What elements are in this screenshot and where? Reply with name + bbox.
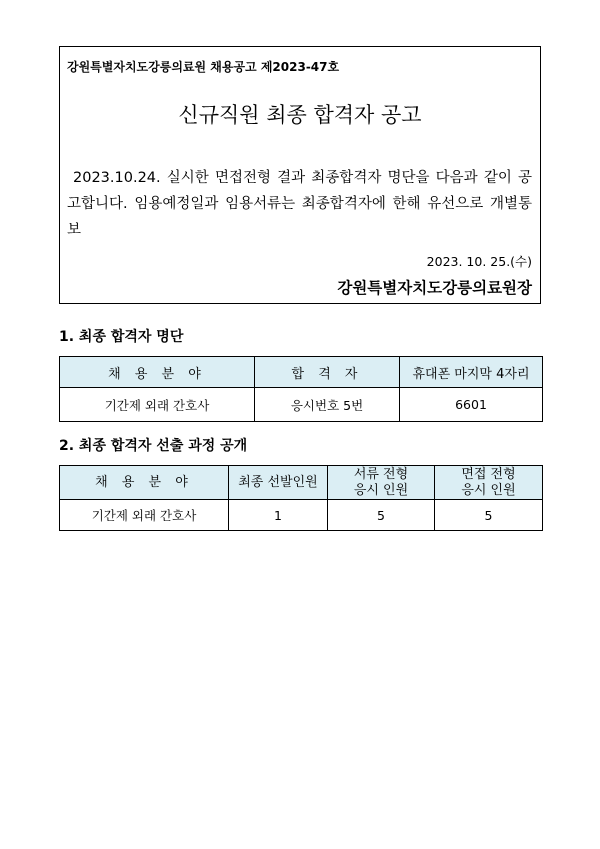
cell-field: 기간제 외래 간호사 [60, 388, 255, 422]
table-row [60, 500, 543, 531]
header-field: 채 용 분 야 [60, 357, 255, 388]
header-final-selected: 최종 선발인원 [229, 466, 328, 500]
notice-box [59, 46, 541, 304]
header-document-applicants: 서류 전형 응시 인원 [328, 466, 435, 500]
header-phone-last4: 휴대폰 마지막 4자리 [400, 357, 543, 388]
selection-process-table [59, 465, 543, 531]
notice-title: 신규직원 최종 합격자 공고 [178, 103, 422, 127]
table-header-row [60, 357, 543, 388]
notice-body: 2023.10.24. 실시한 면접전형 결과 최종합격자 명단을 다음과 같이 공고합니다. 임용예정일과 임용서류는 최종합격자에 한해 유선으로 개별통보 [67, 170, 532, 238]
header-passer: 합 격 자 [255, 357, 400, 388]
cell-interview-applicants: 5 [435, 500, 543, 531]
notice-signer: 강원특별자치도강릉의료원장 [337, 279, 532, 297]
header-field: 채 용 분 야 [60, 466, 229, 500]
final-passers-table [59, 356, 543, 422]
cell-phone-last4: 6601 [400, 388, 543, 422]
cell-field: 기간제 외래 간호사 [60, 500, 229, 531]
table-header-row [60, 466, 543, 500]
header-interview-applicants: 면접 전형 응시 인원 [435, 466, 543, 500]
notice-date: 2023. 10. 25.(수) [426, 254, 532, 269]
section1-heading: 1. 최종 합격자 명단 [59, 329, 184, 345]
notice-number: 강원특별자치도강릉의료원 채용공고 제2023-47호 [67, 60, 340, 74]
cell-final-selected: 1 [229, 500, 328, 531]
cell-document-applicants: 5 [328, 500, 435, 531]
table-row [60, 388, 543, 422]
section2-heading: 2. 최종 합격자 선출 과정 공개 [59, 438, 248, 454]
cell-passer: 응시번호 5번 [255, 388, 400, 422]
